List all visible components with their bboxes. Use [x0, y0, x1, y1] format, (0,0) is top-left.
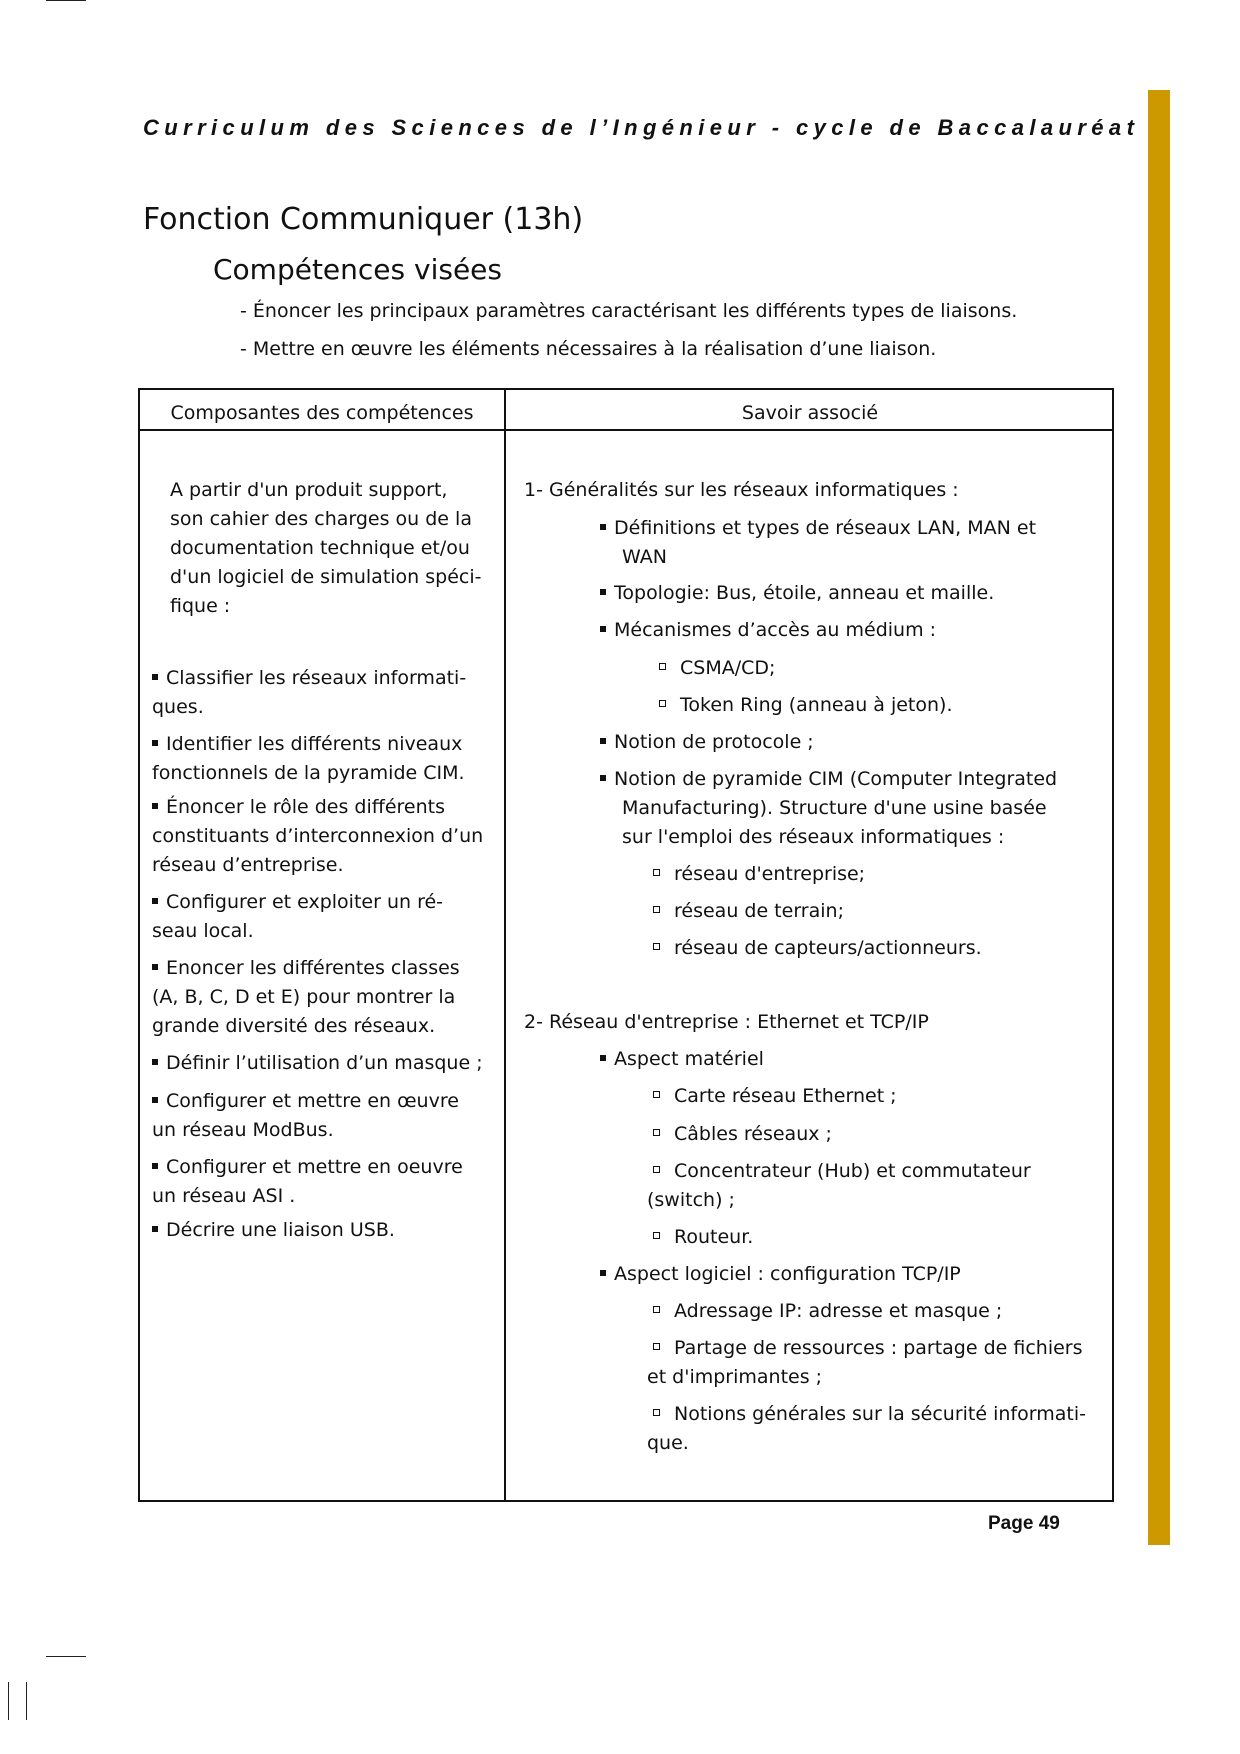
bullet-square-icon — [152, 740, 158, 746]
header-competences: Composantes des compétences — [170, 402, 474, 424]
bullet-square-icon — [600, 626, 606, 632]
intro-line: A partir d'un produit support, — [170, 479, 448, 501]
competence-item: Définir l’utilisation d’un masque ; — [152, 1049, 483, 1078]
savoir-subitem: Partage de ressources : partage de fichiers — [653, 1334, 1083, 1363]
savoir-item: Aspect logiciel : configuration TCP/IP — [600, 1260, 961, 1289]
savoir-subitem: réseau de capteurs/actionneurs. — [653, 934, 982, 963]
goal-item: - Énoncer les principaux paramètres caractérisant les différents types de liaisons. — [240, 300, 1018, 322]
competence-item: Identifier les différents niveaux — [152, 730, 462, 759]
competence-item-cont: fonctionnels de la pyramide CIM. — [152, 762, 465, 784]
bullet-square-icon — [600, 738, 606, 744]
savoir-item: Notion de protocole ; — [600, 728, 814, 757]
savoir-item-cont: WAN — [622, 546, 667, 568]
bullet-square-icon — [600, 1055, 606, 1061]
savoir-subitem: Carte réseau Ethernet ; — [653, 1082, 897, 1111]
savoir-subitem: CSMA/CD; — [659, 654, 775, 683]
savoir-item: Mécanismes d’accès au médium : — [600, 616, 936, 645]
savoir-subitem: réseau d'entreprise; — [653, 860, 865, 889]
intro-line: son cahier des charges ou de la — [170, 508, 472, 530]
competence-item: Décrire une liaison USB. — [152, 1216, 395, 1245]
savoir-subitem: Notions générales sur la sécurité informati- — [653, 1400, 1086, 1429]
competence-item: Énoncer le rôle des différents — [152, 793, 445, 822]
intro-line: documentation technique et/ou — [170, 537, 470, 559]
bullet-hollow-square-icon — [659, 700, 666, 707]
competence-item-cont: réseau d’entreprise. — [152, 854, 344, 876]
header-savoir: Savoir associé — [741, 402, 879, 424]
competence-item-cont: un réseau ASI . — [152, 1185, 296, 1207]
savoir-subitem-cont: que. — [647, 1432, 689, 1454]
bullet-hollow-square-icon — [653, 1091, 660, 1098]
bullet-hollow-square-icon — [653, 1343, 660, 1350]
bullet-square-icon — [152, 1097, 158, 1103]
competence-item-cont: constituants d’interconnexion d’un — [152, 825, 484, 847]
savoir-item: Définitions et types de réseaux LAN, MAN et — [600, 514, 1036, 543]
savoir-subitem-cont: et d'imprimantes ; — [647, 1366, 823, 1388]
competence-item: Classifier les réseaux informati- — [152, 664, 466, 693]
competence-item-cont: (A, B, C, D et E) pour montrer la — [152, 986, 456, 1008]
crop-mark-top — [46, 0, 86, 1]
crop-mark-left-2 — [26, 1682, 27, 1720]
savoir-section-title: 1- Généralités sur les réseaux informatiques : — [524, 479, 959, 501]
bullet-square-icon — [152, 674, 158, 680]
savoir-item: Notion de pyramide CIM (Computer Integrated — [600, 765, 1057, 794]
page-number: Page 49 — [988, 1513, 1060, 1534]
bullet-hollow-square-icon — [653, 906, 660, 913]
intro-line: fique : — [170, 595, 231, 617]
savoir-subitem: Adressage IP: adresse et masque ; — [653, 1297, 1002, 1326]
savoir-subitem: Concentrateur (Hub) et commutateur — [653, 1157, 1031, 1186]
savoir-subitem: Câbles réseaux ; — [653, 1120, 832, 1149]
savoir-item: Topologie: Bus, étoile, anneau et maille. — [600, 579, 994, 608]
competence-item-cont: seau local. — [152, 920, 254, 942]
bullet-hollow-square-icon — [653, 1409, 660, 1416]
bullet-hollow-square-icon — [653, 943, 660, 950]
bullet-square-icon — [600, 589, 606, 595]
competence-item-cont: grande diversité des réseaux. — [152, 1015, 436, 1037]
section-title: Fonction Communiquer (13h) — [143, 202, 584, 237]
savoir-item: Aspect matériel — [600, 1045, 764, 1074]
savoir-subitem: Routeur. — [653, 1223, 753, 1252]
competence-item: Enoncer les différentes classes — [152, 954, 460, 983]
bullet-square-icon — [600, 524, 606, 530]
bullet-square-icon — [152, 898, 158, 904]
section-subtitle: Compétences visées — [213, 253, 502, 286]
competence-item: Configurer et exploiter un ré- — [152, 888, 443, 917]
competence-table — [138, 388, 1114, 1502]
document-header-title: Curriculum des Sciences de l’Ingénieur - cycle de Baccalauréat — [143, 115, 1140, 140]
bullet-hollow-square-icon — [653, 1306, 660, 1313]
goal-item: - Mettre en œuvre les éléments nécessaires à la réalisation d’une liaison. — [240, 338, 937, 360]
savoir-subitem-cont: (switch) ; — [647, 1189, 735, 1211]
competence-item-cont: un réseau ModBus. — [152, 1119, 334, 1141]
header-separator — [140, 429, 1112, 431]
competence-item: Configurer et mettre en œuvre — [152, 1087, 459, 1116]
bullet-hollow-square-icon — [653, 1129, 660, 1136]
bullet-square-icon — [152, 803, 158, 809]
savoir-subitem: réseau de terrain; — [653, 897, 844, 926]
bullet-square-icon — [600, 1270, 606, 1276]
crop-mark-bottom — [46, 1656, 86, 1657]
savoir-subitem: Token Ring (anneau à jeton). — [659, 691, 953, 720]
bullet-hollow-square-icon — [659, 663, 666, 670]
side-accent-bar — [1148, 90, 1170, 1545]
bullet-square-icon — [152, 1226, 158, 1232]
bullet-square-icon — [152, 964, 158, 970]
savoir-item-cont: sur l'emploi des réseaux informatiques : — [622, 826, 1005, 848]
bullet-hollow-square-icon — [653, 869, 660, 876]
savoir-item-cont: Manufacturing). Structure d'une usine basée — [622, 797, 1047, 819]
crop-mark-left-1 — [8, 1682, 9, 1720]
column-separator — [504, 390, 506, 1500]
bullet-square-icon — [152, 1163, 158, 1169]
savoir-section-title: 2- Réseau d'entreprise : Ethernet et TCP/IP — [524, 1011, 929, 1033]
intro-line: d'un logiciel de simulation spéci- — [170, 566, 482, 588]
competence-item-cont: ques. — [152, 696, 204, 718]
bullet-hollow-square-icon — [653, 1166, 660, 1173]
bullet-square-icon — [600, 775, 606, 781]
competence-item: Configurer et mettre en oeuvre — [152, 1153, 463, 1182]
bullet-square-icon — [152, 1059, 158, 1065]
bullet-hollow-square-icon — [653, 1232, 660, 1239]
